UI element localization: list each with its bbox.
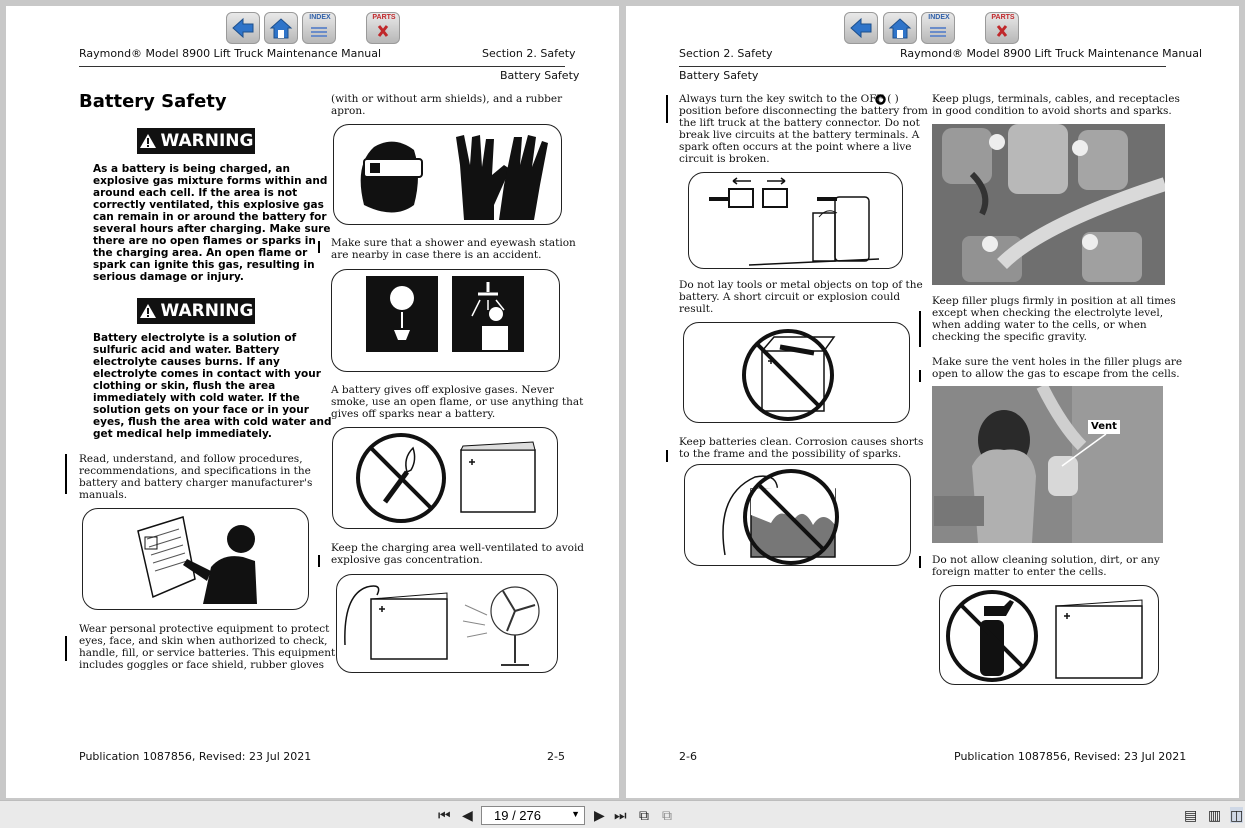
change-bar [919,370,921,382]
header-rule [79,66,565,67]
home-button[interactable] [883,12,917,44]
off-symbol-icon [875,94,886,105]
index-button[interactable] [921,12,955,44]
text-line: in good condition to avoid shorts and sparks. [932,105,1172,117]
text-line: circuit is broken. [679,153,770,165]
battery-fan-icon [337,575,558,673]
running-header-section: Section 2. Safety [482,47,576,60]
text-line: around each cell. If the area is not [93,187,298,199]
single-page-view-icon[interactable]: ▤ [1184,807,1198,823]
warning-banner [137,298,255,324]
warning-label: WARNING [160,131,254,151]
goggles-gloves-icon [334,125,562,225]
index-button[interactable] [302,12,336,44]
back-button[interactable] [226,12,260,44]
text-line: gives off sparks near a battery. [331,408,496,420]
text-line: eyes, flush the area with cold water and [93,416,332,428]
change-bar [318,555,320,567]
previous-page-icon[interactable]: ◀ [462,807,473,823]
paragraph-filler-plugs [932,295,1176,343]
text-line: includes goggles or face shield, rubber gloves [79,659,325,671]
lift-truck-connector-icon [689,173,903,269]
figure-eyewash-shower [331,269,560,372]
figure-corroded-battery [684,464,911,566]
index-list-icon [306,16,332,40]
page-right [626,6,1239,798]
no-tools-battery-icon [684,323,910,423]
viewer-toolbar [0,800,1245,828]
photo-filler-plug-vent [932,386,1163,543]
running-header-section: Section 2. Safety [679,47,773,60]
paragraph-keep-clean [679,436,923,460]
eyewash-shower-icon [332,270,560,372]
text-line: Do not allow cleaning solution, dirt, or any [932,554,1160,566]
text-line: to the frame and the possibility of sparks. [679,448,902,460]
paragraph-plugs-terminals [932,93,1180,117]
paragraph-ventilate [331,542,584,566]
text-line: battery and battery charger manufacturer's [79,477,313,489]
paragraph-read-manuals [79,453,312,501]
battery-terminals-photo [932,124,1165,285]
text-line: As a battery is being charged, an [93,163,290,175]
last-page-icon[interactable]: ⏭ [614,807,627,823]
text-line: Do not lay tools or metal objects on top of the [679,279,923,291]
text-line: Keep batteries clean. Corrosion causes shorts [679,436,924,448]
text-line: Make sure the vent holes in the filler plugs are [932,356,1183,368]
paragraph-ppe-continued [331,93,562,117]
home-icon [268,16,294,40]
figure-battery-connector [688,172,903,269]
text-line: Read, understand, and follow procedures, [79,453,303,465]
no-spray-battery-icon [940,586,1159,685]
parts-label: PARTS [991,14,1015,21]
text-line: A battery gives off explosive gases. Never [331,384,554,396]
vent-callout-arrow [1052,432,1112,472]
text-line: open to allow the gas to escape from the cells. [932,368,1180,380]
warning-label: WARNING [160,301,254,321]
page-title: Battery Safety [79,91,227,112]
parts-wrench-icon [989,16,1015,40]
change-bar [65,636,67,661]
text-line: foreign matter to enter the cells. [932,566,1107,578]
paragraph-key-switch [679,93,928,165]
figure-no-cleaning-spray [939,585,1159,685]
change-bar [666,450,668,462]
figure-reading-manual [82,508,309,610]
footer-publication: Publication 1087856, Revised: 23 Jul 2021 [954,750,1187,763]
parts-button[interactable] [366,12,400,44]
fit-width-icon[interactable]: ⧉ [662,807,672,823]
person-reading-manual-icon [83,509,309,610]
warning-text-gas [93,163,330,283]
photo-battery-terminals [932,124,1165,285]
warning-banner [137,128,255,154]
index-label: INDEX [928,14,950,21]
parts-button[interactable] [985,12,1019,44]
text-line: clothing or skin, flush the area [93,380,276,392]
paragraph-explosive-gases [331,384,583,420]
text-line: correctly ventilated, this explosive gas [93,199,324,211]
text-line: get medical help immediately. [93,428,272,440]
text-line: manuals. [79,489,128,501]
text-line: are nearby in case there is an accident. [331,249,542,261]
text-line: spark often occurs at the point where a live [679,141,912,153]
figure-goggles-gloves [333,124,562,225]
footer-page-number: 2-5 [547,750,565,763]
running-subheader: Battery Safety [500,69,580,82]
parts-wrench-icon [370,16,396,40]
vent-callout-label: Vent [1088,420,1120,434]
no-corrosion-battery-icon [685,465,911,566]
paragraph-cleaning-solution [932,554,1160,578]
back-arrow-icon [848,16,874,40]
text-line: can remain in or around the battery for [93,211,327,223]
text-line: Always turn the key switch to the OFF ( ) [679,93,899,105]
text-line: the lift truck at the battery connector. Do not [679,117,920,129]
figure-no-tools-on-battery [683,322,910,423]
text-line: checking the specific gravity. [932,331,1087,343]
two-page-view-icon[interactable]: ◫ [1230,807,1244,823]
text-line: sulfuric acid and water. Battery [93,344,280,356]
header-rule [679,66,1166,67]
text-line: electrolyte comes in contact with your [93,368,321,380]
text-line: Keep the charging area well-ventilated to avoid [331,542,585,554]
text-line: battery. A short circuit or explosion could [679,291,901,303]
text-line: apron. [331,105,366,117]
text-line: Keep filler plugs firmly in position at all times [932,295,1176,307]
page-left [6,6,619,798]
text-line: position before disconnecting the battery from [679,105,928,117]
text-line: handle, fill, or service batteries. This equipment [79,647,336,659]
text-line: several hours after charging. Make sure [93,223,331,235]
text-line: the charging area. An open flame or [93,247,308,259]
page-number-value: 19 / 276 [494,808,541,823]
text-line: smoke, use an open flame, or use anything that [331,396,584,408]
back-button[interactable] [844,12,878,44]
change-bar [666,95,668,123]
text-line: Make sure that a shower and eyewash station [331,237,576,249]
fit-page-icon[interactable]: ⧉ [639,807,649,823]
figure-ventilation-fan [336,574,558,673]
running-header-title: Raymond® Model 8900 Lift Truck Maintenance Manual [79,47,382,60]
home-icon [887,16,913,40]
paragraph-shower-eyewash [331,237,576,261]
text-line: recommendations, and specifications in the [79,465,311,477]
page-number-select[interactable] [481,806,585,825]
text-line: Wear personal protective equipment to protect [79,623,330,635]
text-line: eyes, face, and skin when authorized to check, [79,635,328,647]
text-line: Keep plugs, terminals, cables, and receptacles [932,93,1180,105]
text-line: spark can ignite this gas, resulting in [93,259,315,271]
warning-triangle-icon [139,303,157,319]
figure-no-flame [332,427,558,529]
text-line: explosive gas mixture forms within and [93,175,328,187]
no-flame-battery-icon [333,428,558,529]
warning-triangle-icon [139,133,157,149]
text-line: when adding water to the cells, or when [932,319,1147,331]
running-header-title: Raymond® Model 8900 Lift Truck Maintenance Manual [900,47,1203,60]
footer-page-number: 2-6 [679,750,697,763]
text-line: explosive gas concentration. [331,554,483,566]
footer-publication: Publication 1087856, Revised: 23 Jul 2021 [79,750,312,763]
index-label: INDEX [309,14,331,21]
home-button[interactable] [264,12,298,44]
text-line: solution gets on your face or in your [93,404,309,416]
back-arrow-icon [230,16,256,40]
text-line: except when checking the electrolyte level, [932,307,1164,319]
text-line: immediately with cold water. If the [93,392,300,404]
filler-plug-vent-photo [932,386,1163,543]
text-line: result. [679,303,714,315]
warning-text-electrolyte [93,332,332,440]
chevron-down-icon: ▼ [571,809,580,819]
paragraph-no-tools [679,279,923,315]
change-bar [65,454,67,494]
parts-label: PARTS [372,14,396,21]
change-bar [919,556,921,568]
text-line: electrolyte causes burns. If any [93,356,280,368]
change-bar [919,311,921,347]
running-subheader: Battery Safety [679,69,759,82]
text-line: (with or without arm shields), and a rubber [331,93,563,105]
text-line: Battery electrolyte is a solution of [93,332,297,344]
text-line: serious damage or injury. [93,271,244,283]
text-line: break live circuits at the battery terminals. A [679,129,920,141]
first-page-icon[interactable]: ⏮ [438,807,451,823]
next-page-icon[interactable]: ▶ [594,807,605,823]
text-line: there are no open flames or sparks in [93,235,316,247]
change-bar [318,241,320,253]
continuous-view-icon[interactable]: ▥ [1208,807,1222,823]
index-list-icon [925,16,951,40]
paragraph-vent-holes [932,356,1182,380]
paragraph-wear-ppe [79,623,335,671]
